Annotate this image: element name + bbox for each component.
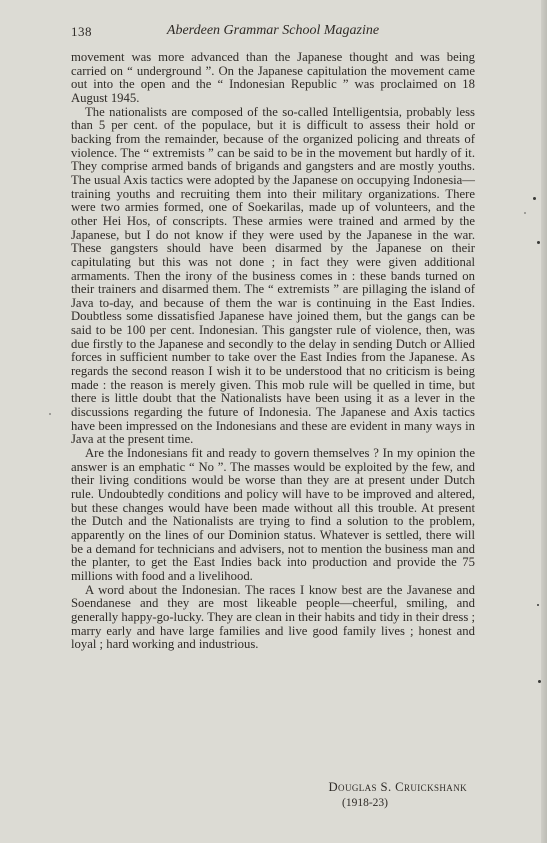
paragraph-continued: movement was more advanced than the Japanese thought and was being carried on “ underground ”. On the Japanese capitulation the movement came out into the open and the “ Indonesian Republic ” was proclaimed on 18 August 1945.	[71, 50, 475, 105]
article-body	[71, 51, 475, 652]
paper-speck	[524, 212, 526, 214]
page-number: 138	[71, 24, 92, 39]
author-name: Douglas S. Cruickshank	[328, 780, 467, 794]
paper-speck	[537, 604, 539, 606]
running-head: Aberdeen Grammar School Magazine	[166, 23, 380, 38]
paper-speck	[538, 680, 541, 683]
page-header	[71, 20, 475, 42]
paper-speck	[533, 197, 536, 200]
paragraph-nationalists: The nationalists are composed of the so-called Intelligentsia, probably less than 5 per cent. of the populace, but it is difficult to assess their hold or backing from the remainder, because of the organized policing and threats of violence. The “ extremists ” can be said to be in the movement but hardly of it. They comprise armed bands of brigands and gangsters and are mostly youths. The usual Axis tactics were adopted by the Japanese on occupying Indonesia—training youths and recruiting them into their military organizations. There were two armies formed, one of Soekarilas, made up of volunteers, and the other Hei Hos, of conscripts. These armies were trained and armed by the Japanese, but I do not know if they were used by the Japanese in the war. These gangsters should have been disarmed by the Japanese on their capitulating but this was not done ; in fact they were given additional armaments. Then the irony of the business comes in : these bands turned on their trainers and disarmed them. The “ extremists ” are pillaging the island of Java to-day, and because of them the war is continuing in the East Indies. Doubtless some dissatisfied Japanese have joined them, but the gangs can be said to be 100 per cent. Indonesian. This gangster rule of violence, then, was due firstly to the Japanese and secondly to the delay in sending Dutch or Allied forces in sufficient number to take over the East Indies from the Japanese. As regards the second reason I wish it to be understood that no criticism is being made : the reason is merely given. This mob rule will be quelled in time, but there is little doubt that the Nationalists have been using it as a lever in the discussions regarding the future of Indonesia. The Japanese and Axis tactics have been impressed on the Indonesians and these are evident in many ways in Java at the present time.	[71, 104, 475, 447]
page-edge-shadow	[541, 0, 547, 843]
paragraph-self-government: Are the Indonesians fit and ready to govern themselves ? In my opinion the answer is an emphatic “ No ”. The masses would be exploited by the few, and their living conditions would be worse than they are at present under Dutch rule. Undoubtedly conditions and policy will have to be improved and altered, but these changes would have been made without all this trouble. At present the Dutch and the Nationalists are trying to find a solution to the problem, apparently on the lines of our Dominion status. Whatever is settled, there will be a demand for technicians and advisers, not to mention the business man and the planter, to get the East Indies back into production and provide the 75 millions with food and a livelihood.	[71, 446, 475, 583]
paper-speck	[49, 413, 51, 415]
paragraph-indonesian-people: A word about the Indonesian. The races I know best are the Javanese and Soendanese and they are most likeable people—cheerful, smiling, and generally happy-go-lucky. They are clean in their habits and tidy in their dress ; marry early and have large families and live good family lives ; honest and loyal ; hard working and industrious.	[71, 582, 475, 652]
author-signature	[71, 780, 475, 809]
author-years: (1918-23)	[342, 797, 388, 809]
paper-speck	[537, 241, 540, 244]
